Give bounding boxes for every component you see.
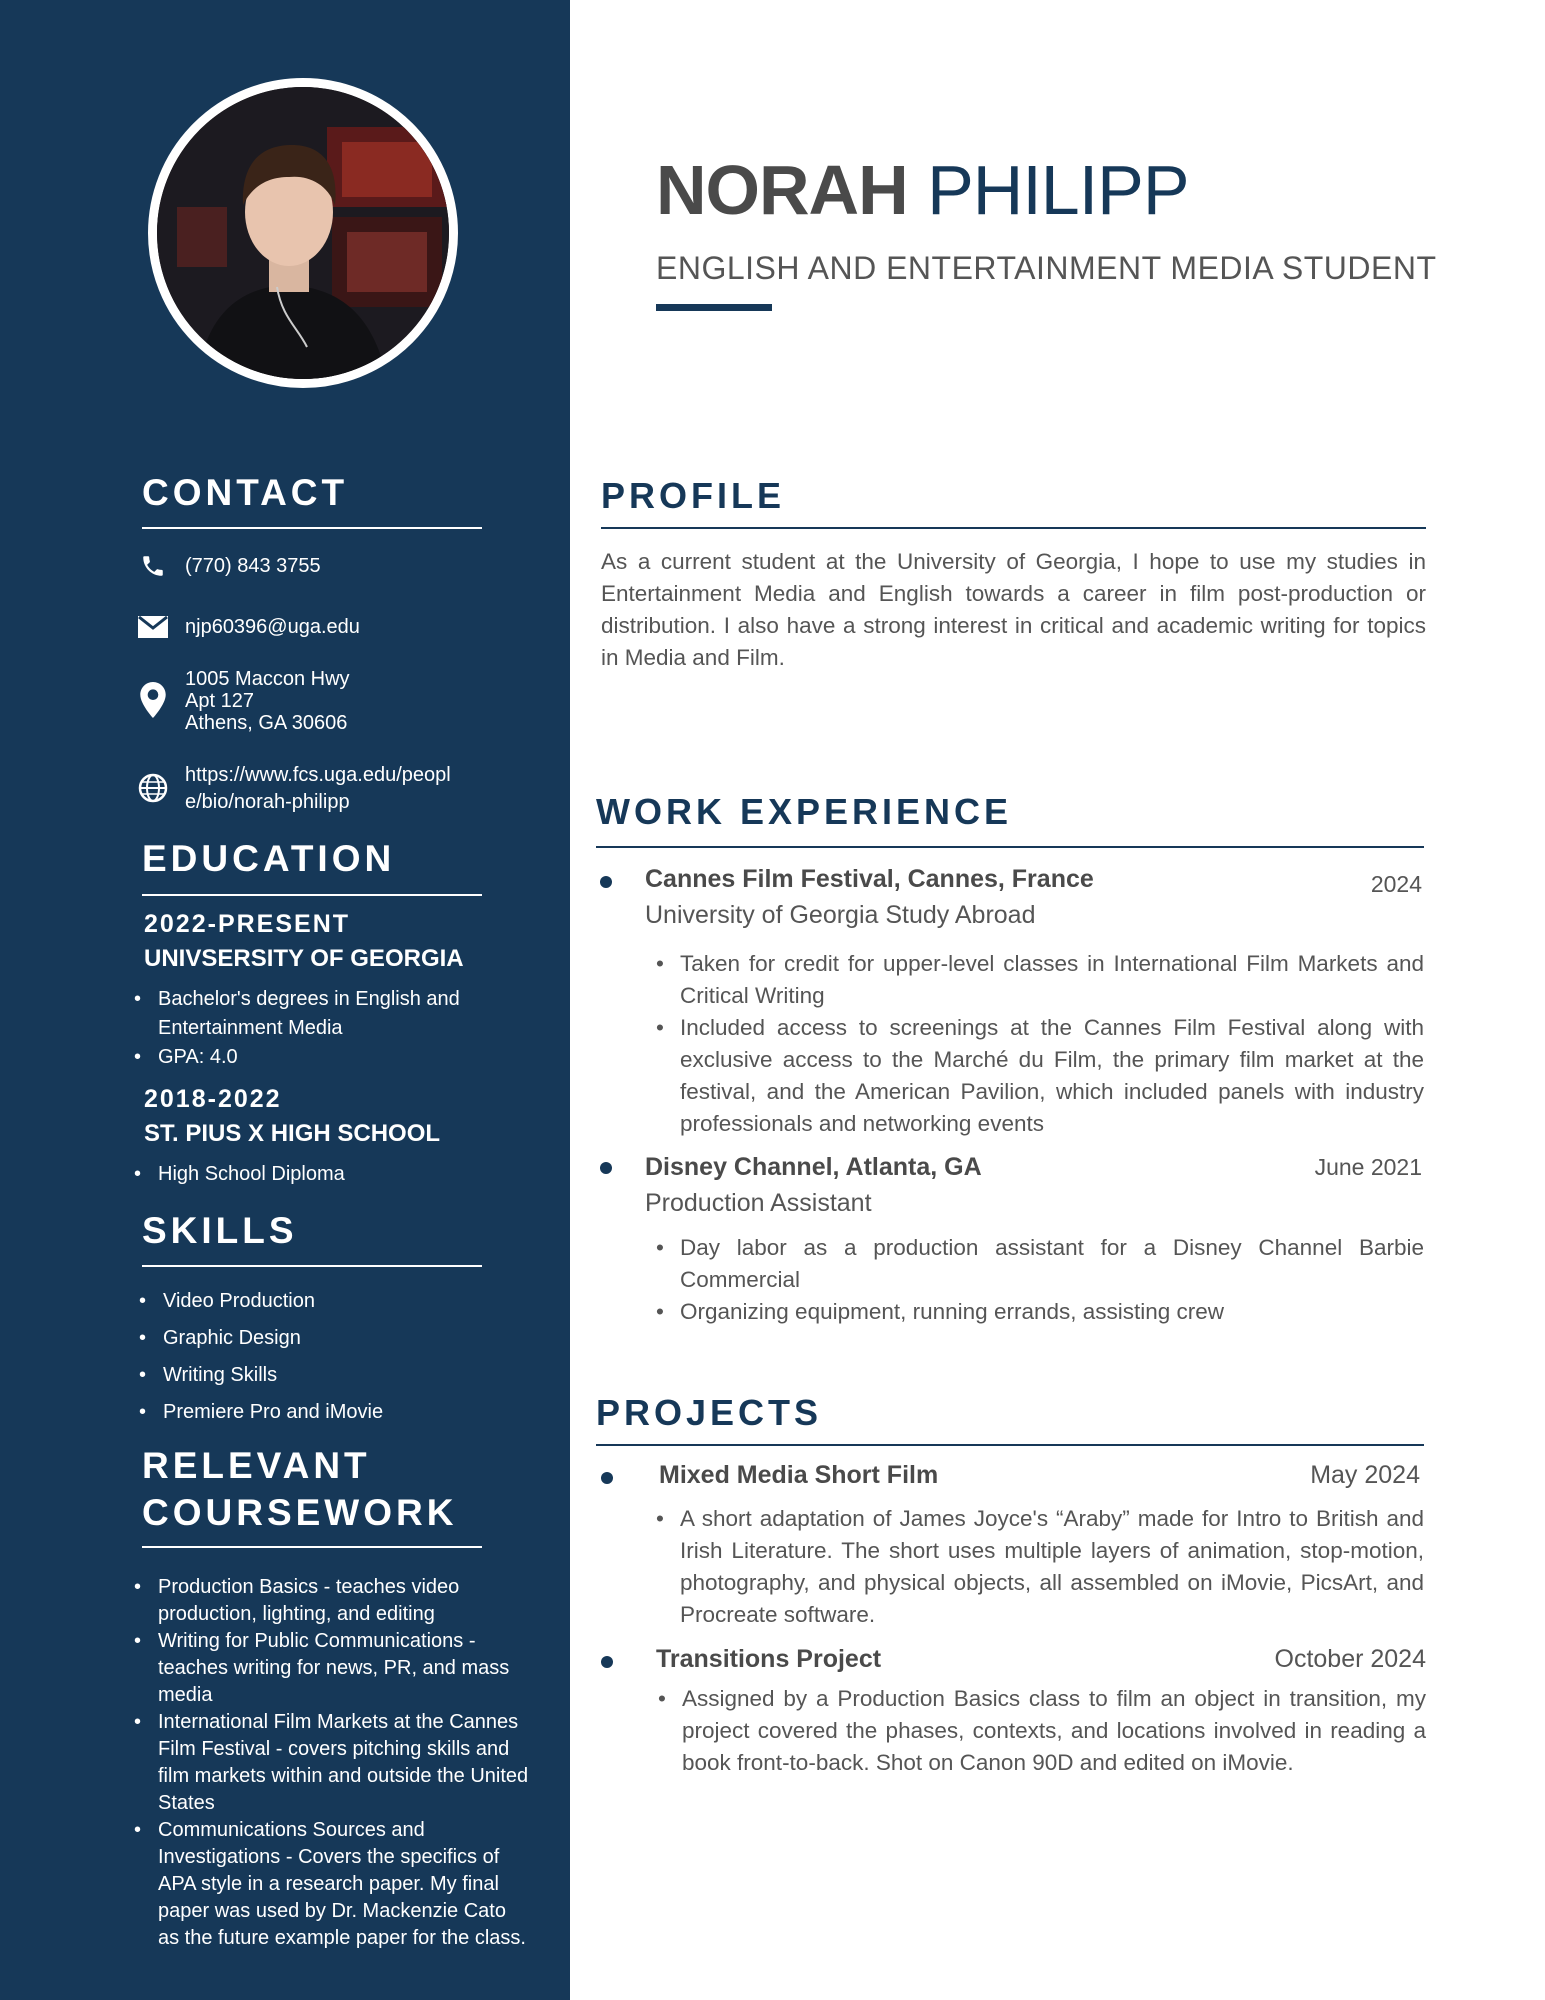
coursework-list <box>130 1574 530 1952</box>
contact-address <box>185 668 350 734</box>
contact-divider <box>142 527 482 529</box>
list-item: • Communications Sources and Investigations - Covers the specifics of APA style in a research paper. My final paper was used by Dr. Mackenzie Cato as the future example paper for the class. <box>130 1817 530 1952</box>
list-item: • GPA: 4.0 <box>130 1043 470 1072</box>
coursework-heading-line-1: RELEVANT <box>142 1445 371 1486</box>
work-list-2 <box>652 1232 1424 1328</box>
job-title: ENGLISH AND ENTERTAINMENT MEDIA STUDENT <box>656 250 1437 286</box>
portrait-illustration <box>157 87 449 379</box>
work-entry-bullet <box>600 1162 612 1174</box>
skills-divider <box>142 1265 482 1267</box>
contact-heading: CONTACT <box>142 472 349 513</box>
phone-icon <box>135 548 171 584</box>
project-date-1: May 2024 <box>1310 1461 1420 1489</box>
profile-divider <box>601 527 1426 529</box>
profile-heading: PROFILE <box>601 475 786 516</box>
list-item: • Taken for credit for upper-level classes in International Film Markets and Critical Writing <box>652 948 1424 1012</box>
address-line-1: 1005 Maccon Hwy <box>185 668 350 690</box>
work-title-2: Disney Channel, Atlanta, GA <box>645 1153 982 1181</box>
list-item: • High School Diploma <box>130 1160 470 1189</box>
list-item: • Writing Skills <box>135 1357 475 1394</box>
list-item: • Included access to screenings at the Cannes Film Festival along with exclusive access to the Marché du Film, the primary film market at the festival, and the American Pavilion, which included panels with industry professionals and networking events <box>652 1012 1424 1140</box>
first-name: NORAH <box>656 151 908 229</box>
website-line-1: https://www.fcs.uga.edu/peopl <box>185 764 451 786</box>
projects-heading: PROJECTS <box>596 1392 823 1433</box>
coursework-divider <box>142 1546 482 1548</box>
list-item: • A short adaptation of James Joyce's “Araby” made for Intro to British and Irish Literature. The short uses multiple layers of animation, stop-motion, photography, and physical objects, all assembled on iMovie, PicsArt, and Procreate software. <box>652 1503 1424 1631</box>
project-list-1 <box>652 1503 1424 1631</box>
list-item: • Day labor as a production assistant for a Disney Channel Barbie Commercial <box>652 1232 1424 1296</box>
contact-email-row <box>135 609 360 645</box>
name-block <box>656 150 1189 230</box>
list-item: • Graphic Design <box>135 1320 475 1357</box>
skills-list <box>135 1283 475 1431</box>
education-list-1 <box>130 985 470 1072</box>
address-line-2: Apt 127 <box>185 690 254 712</box>
education-school-1: UNIVSERSITY OF GEORGIA <box>144 945 464 972</box>
list-item: • Bachelor's degrees in English and Entertainment Media <box>130 985 470 1043</box>
list-item: • International Film Markets at the Cannes Film Festival - covers pitching skills and film markets within and outside the United States <box>130 1709 530 1817</box>
list-item: • Writing for Public Communications - teaches writing for news, PR, and mass media <box>130 1628 530 1709</box>
contact-website[interactable] <box>185 762 451 816</box>
project-title-2: Transitions Project <box>656 1645 882 1673</box>
work-subtitle-1: University of Georgia Study Abroad <box>645 901 1036 929</box>
work-entry-bullet <box>600 876 612 888</box>
project-entry-bullet <box>601 1472 613 1484</box>
project-title-1: Mixed Media Short Film <box>659 1461 939 1489</box>
contact-phone-row <box>135 548 321 584</box>
location-pin-icon <box>135 682 171 718</box>
work-date-1: 2024 <box>1370 871 1422 897</box>
full-name <box>656 150 1189 230</box>
list-item: • Video Production <box>135 1283 475 1320</box>
list-item: • Assigned by a Production Basics class to film an object in transition, my project covered the phases, contexts, and locations involved in reading a book front-to-back. Shot on Canon 90D and edited on iMovie. <box>654 1683 1426 1779</box>
contact-email[interactable]: njp60396@uga.edu <box>185 616 360 638</box>
work-list-1 <box>652 948 1424 1140</box>
work-heading: WORK EXPERIENCE <box>596 791 1013 832</box>
address-line-3: Athens, GA 30606 <box>185 712 348 734</box>
skills-heading: SKILLS <box>142 1210 298 1251</box>
projects-divider <box>596 1444 1424 1446</box>
contact-phone[interactable]: (770) 843 3755 <box>185 555 321 577</box>
coursework-heading <box>142 1442 457 1536</box>
project-date-2: October 2024 <box>1274 1645 1426 1673</box>
list-item: • Production Basics - teaches video production, lighting, and editing <box>130 1574 530 1628</box>
work-subtitle-2: Production Assistant <box>645 1189 872 1217</box>
education-dates-1: 2022-PRESENT <box>144 910 351 938</box>
project-list-2 <box>654 1683 1426 1779</box>
list-item: • Premiere Pro and iMovie <box>135 1394 475 1431</box>
work-divider <box>596 846 1424 848</box>
work-date-2: June 2021 <box>1314 1154 1422 1180</box>
last-name: PHILIPP <box>927 151 1189 229</box>
profile-photo <box>148 78 458 388</box>
mail-icon <box>135 609 171 645</box>
education-dates-2: 2018-2022 <box>144 1085 282 1113</box>
contact-address-row <box>135 668 350 734</box>
work-title-1: Cannes Film Festival, Cannes, France <box>645 865 1094 893</box>
globe-icon <box>135 770 171 806</box>
list-item: • Organizing equipment, running errands, assisting crew <box>652 1296 1424 1328</box>
contact-website-row <box>135 762 451 816</box>
website-line-2: e/bio/norah-philipp <box>185 791 350 813</box>
education-list-2 <box>130 1160 470 1189</box>
sidebar <box>0 0 570 2000</box>
project-entry-bullet <box>601 1656 613 1668</box>
education-heading: EDUCATION <box>142 838 396 879</box>
profile-text: As a current student at the University of Georgia, I hope to use my studies in Entertainment Media and English towards a career in film post-production or distribution. I also have a strong interest in critical and academic writing for topics in Media and Film. <box>601 549 1426 670</box>
coursework-heading-line-2: COURSEWORK <box>142 1492 458 1533</box>
education-school-2: ST. PIUS X HIGH SCHOOL <box>144 1120 441 1147</box>
education-divider <box>142 894 482 896</box>
title-accent-bar <box>656 304 772 311</box>
